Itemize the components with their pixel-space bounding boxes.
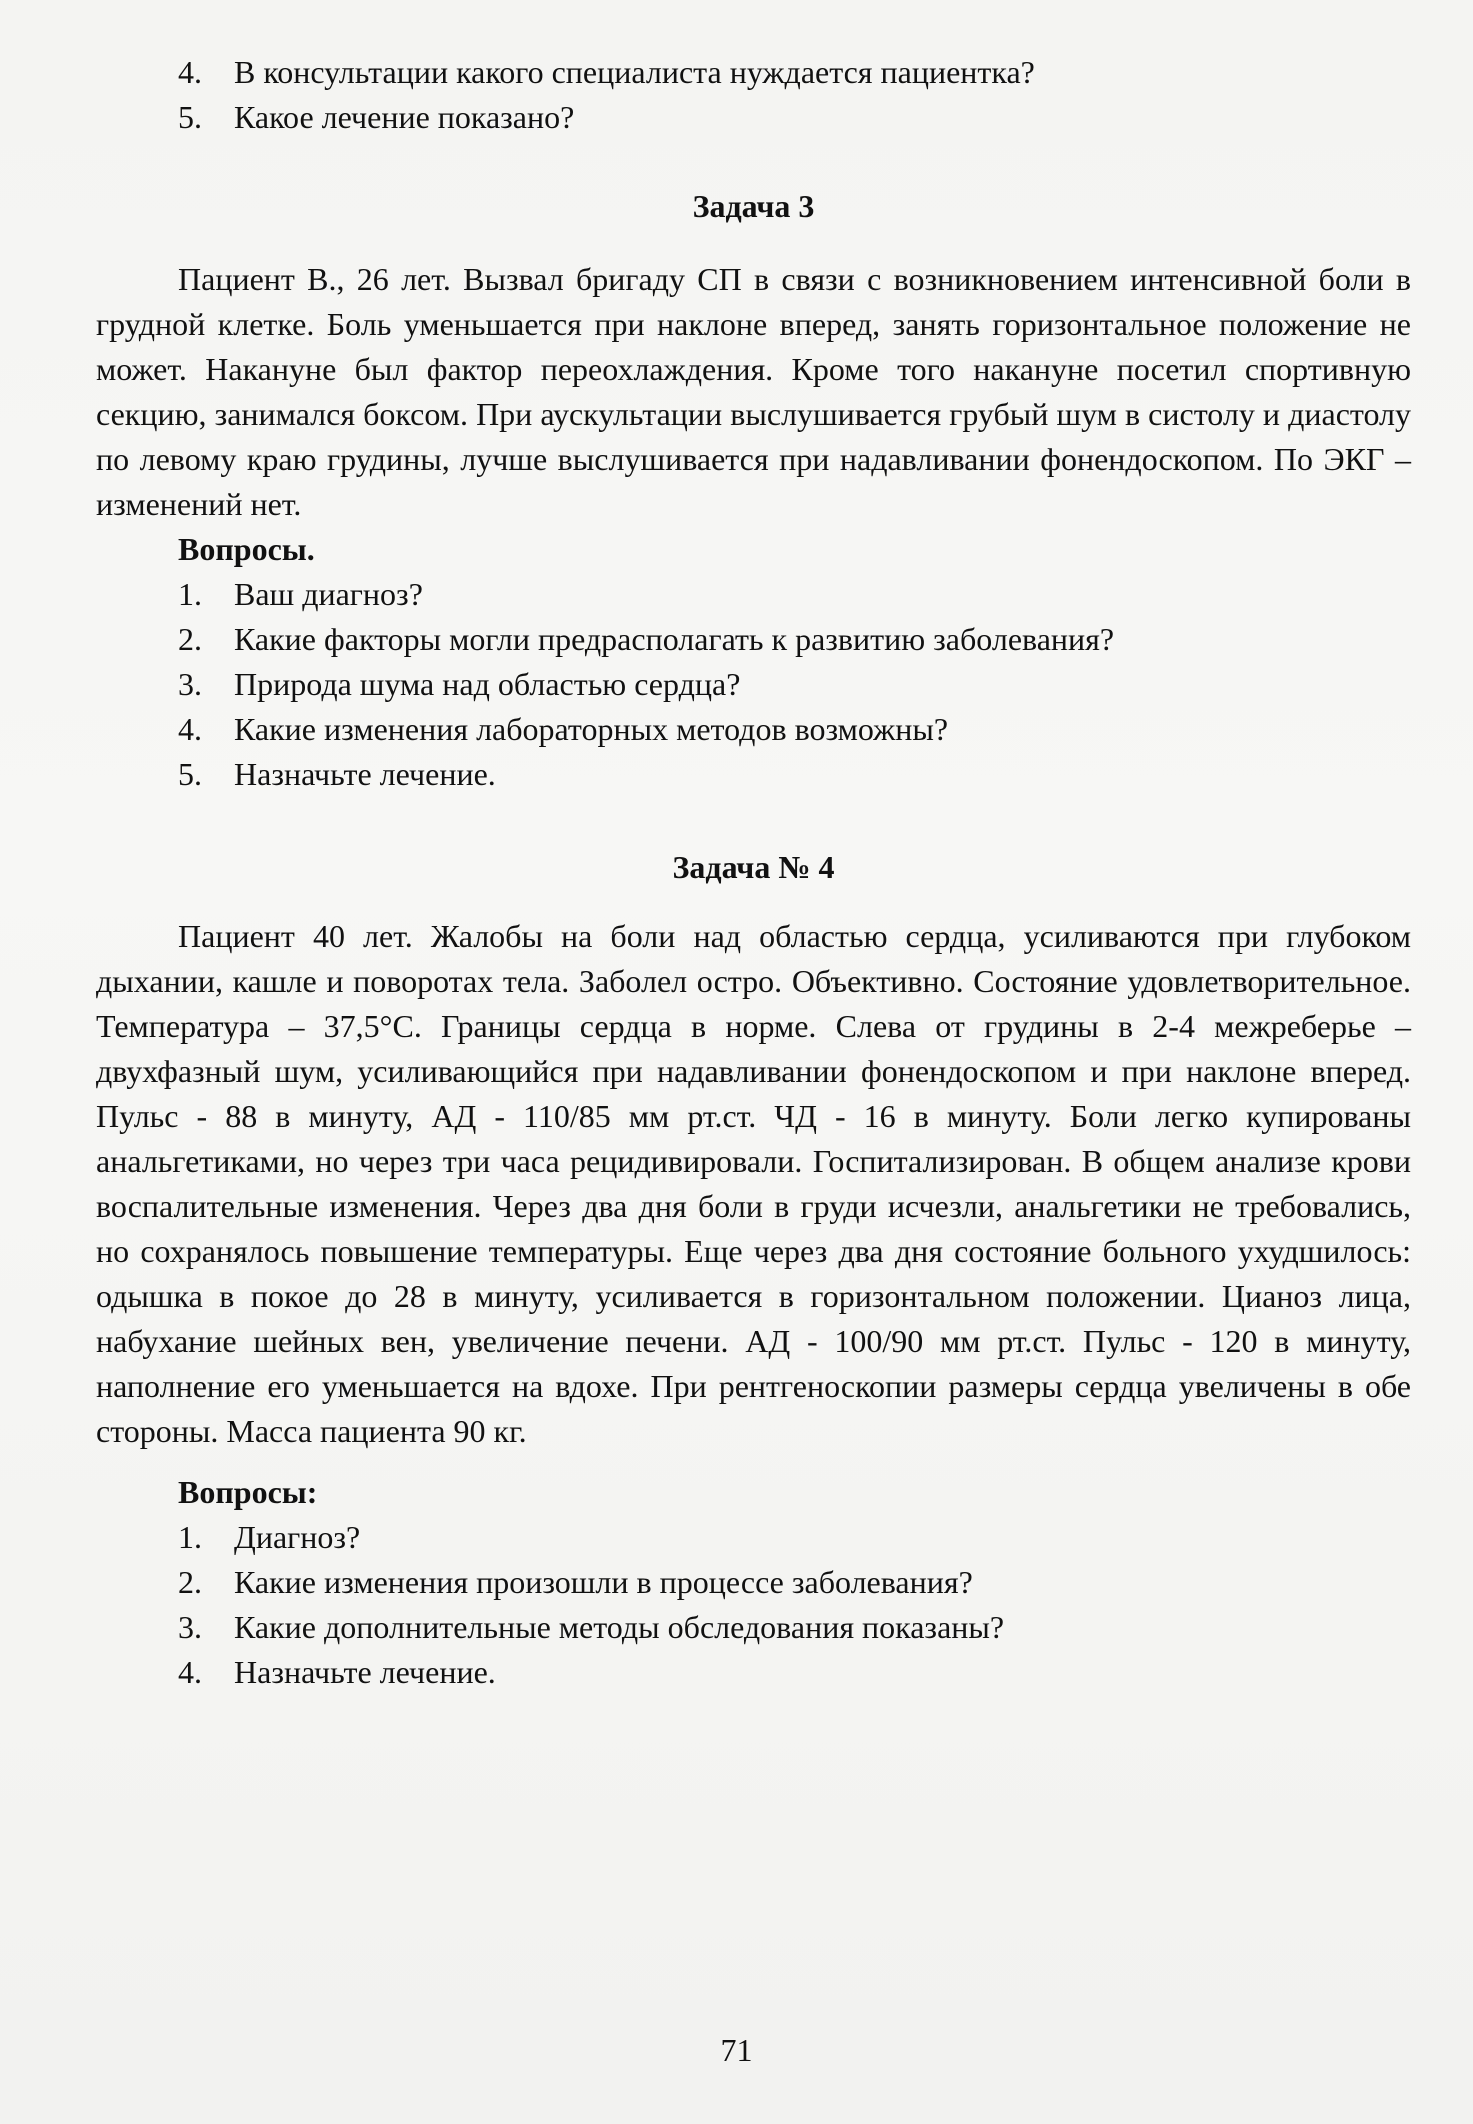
list-item: 3. Какие дополнительные методы обследования показаны? [178, 1609, 1005, 1645]
list-item: 5. Назначьте лечение. [178, 756, 496, 792]
list-item: 3. Природа шума над областью сердца? [178, 666, 741, 702]
task3-title: Задача 3 [692, 188, 815, 224]
list-item: 1. Ваш диагноз? [178, 576, 423, 612]
list-item: 2. Какие факторы могли предрасполагать к развитию заболевания? [178, 621, 1115, 657]
task3-questions [96, 572, 1411, 797]
list-item: 4. Какие изменения лабораторных методов возможны? [178, 711, 949, 747]
task4-questions [96, 1515, 1411, 1695]
list-item: 4. В консультации какого специалиста нуждается пациентка? [178, 54, 1035, 90]
task3-paragraph: Пациент В., 26 лет. Вызвал бригаду СП в связи с возникновением интенсивной боли в грудной клетке. Боль уменьшается при наклоне вперед, занять горизонтальное положение не может. Накануне был фактор переохлаждения. Кроме того накануне посетил спортивную секцию, занимался боксом. При аускультации выслушивается грубый шум в систолу и диастолу по левому краю грудины, лучше выслушивается при надавливании фонендоскопом. По ЭКГ – изменений нет. [96, 261, 1411, 522]
page-number: 71 [720, 2032, 753, 2068]
task4-paragraph: Пациент 40 лет. Жалобы на боли над областью сердца, усиливаются при глубоком дыхании, кашле и поворотах тела. Заболел остро. Объективно. Состояние удовлетворительное. Температура – 37,5°С. Границы сердца в норме. Слева от грудины в 2-4 межреберье – двухфазный шум, усиливающийся при надавливании фонендоскопом и при наклоне вперед. Пульс - 88 в минуту, АД - 110/85 мм рт.ст. ЧД - 16 в минуту. Боли легко купированы анальгетиками, но через три часа рецидивировали. Госпитализирован. В общем анализе крови воспалительные изменения. Через два дня боли в груди исчезли, анальгетики не требовались, но сохранялось повышение температуры. Еще через два дня состояние больного ухудшилось: одышка в покое до 28 в минуту, усиливается в горизонтальном положении. Цианоз лица, набухание шейных вен, увеличение печени. АД - 100/90 мм рт.ст. Пульс - 120 в минуту, наполнение его уменьшается на вдохе. При рентгеноскопии размеры сердца увеличены в обе стороны. Масса пациента 90 кг. [96, 918, 1411, 1449]
list-item: 5. Какое лечение показано? [178, 99, 575, 135]
list-item: 1. Диагноз? [178, 1519, 361, 1555]
task3-questions-heading: Вопросы. [178, 531, 315, 567]
task4-title: Задача № 4 [672, 849, 835, 885]
task4-questions-heading: Вопросы: [178, 1474, 318, 1510]
page-content [96, 50, 1411, 1695]
list-item: 2. Какие изменения произошли в процессе заболевания? [178, 1564, 973, 1600]
list-item: 4. Назначьте лечение. [178, 1654, 496, 1690]
previous-task-questions [96, 50, 1411, 140]
